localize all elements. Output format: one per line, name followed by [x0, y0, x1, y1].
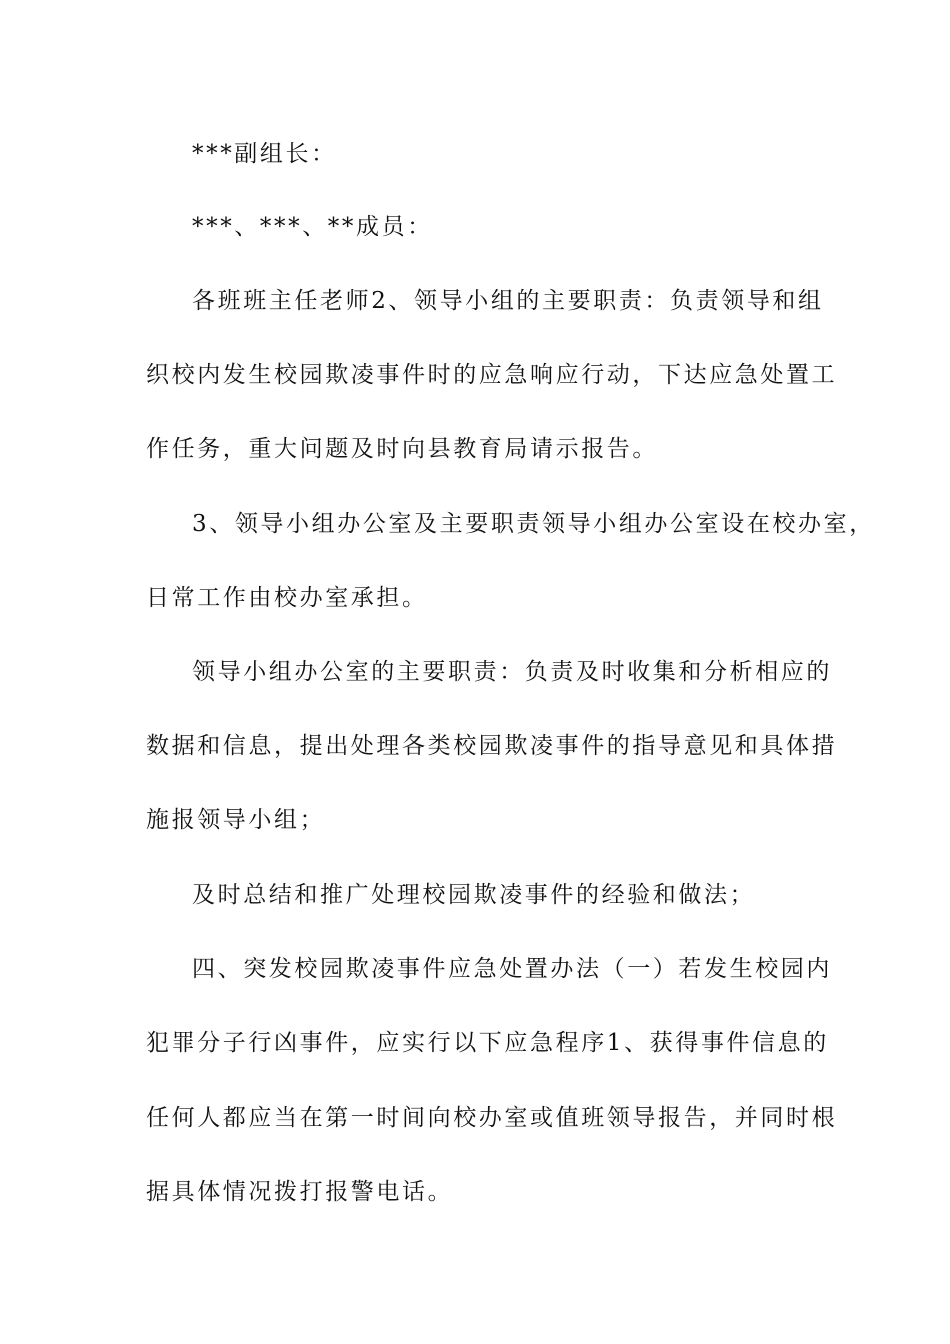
text-line-paragraph-2: 日常工作由校办室承担。 [146, 585, 428, 611]
text-line-paragraph-3: 领导小组办公室的主要职责：负责及时收集和分析相应的 [192, 659, 832, 685]
text-line-paragraph-2: 3、领导小组办公室及主要职责领导小组办公室设在校办室， [192, 511, 875, 537]
text-line-paragraph-1: 作任务，重大问题及时向县教育局请示报告。 [146, 436, 658, 462]
text-line-paragraph-3: 数据和信息，提出处理各类校园欺凌事件的指导意见和具体措 [146, 733, 838, 759]
text-line-deputy-leader: ***副组长： [192, 141, 337, 167]
text-line-paragraph-5: 据具体情况拨打报警电话。 [146, 1179, 454, 1205]
text-line-paragraph-5: 任何人都应当在第一时间向校办室或值班领导报告，并同时根 [146, 1105, 838, 1131]
text-line-members: ***、***、**成员： [192, 214, 433, 240]
text-line-paragraph-3: 施报领导小组； [146, 807, 326, 833]
text-line-paragraph-5: 犯罪分子行凶事件，应实行以下应急程序1、获得事件信息的 [146, 1030, 829, 1056]
text-line-paragraph-5: 四、突发校园欺凌事件应急处置办法（一）若发生校园内 [192, 956, 832, 982]
text-line-paragraph-1: 各班班主任老师2、领导小组的主要职责：负责领导和组 [192, 288, 824, 314]
text-line-paragraph-1: 织校内发生校园欺凌事件时的应急响应行动，下达应急处置工 [146, 362, 838, 388]
text-line-paragraph-4: 及时总结和推广处理校园欺凌事件的经验和做法； [192, 882, 756, 908]
